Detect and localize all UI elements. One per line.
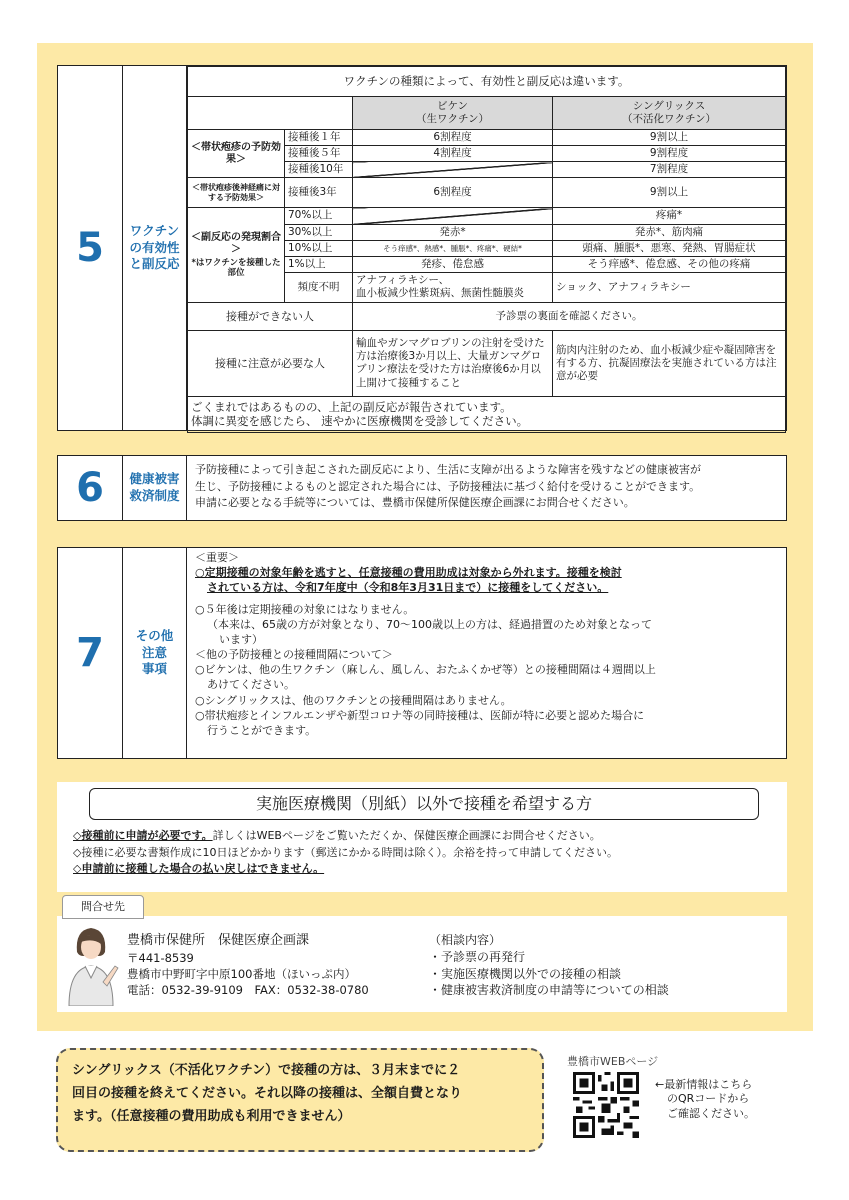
table-cell: 発赤*、筋肉痛 — [553, 224, 786, 240]
relief-line: 予防接種によって引き起こされた副反応により、生活に支障が出るような障害を残すなどの健康被害が — [195, 463, 701, 476]
relief-line: 生じ、予防接種によるものと認定された場合には、予防接種法に基づく給付を受けることができます。 — [195, 479, 701, 493]
note-line: ○シングリックスは、他のワクチンとの接種間隔はありません。 — [195, 693, 512, 707]
table-cell: 筋肉内注射のため、血小板減少症や凝固障害を有する方、抗凝固療法を実施されている方は注意が必要 — [553, 330, 786, 396]
table-cell: ショック、アナフィラキシー — [553, 272, 786, 302]
relief-line: 申請に必要となる手続等については、豊橋市保健所保健医療企画課にお問合せください。 — [195, 496, 635, 509]
note-line: （本来は、65歳の方が対象となり、70～100歳以上の方は、経過措置のため対象となって — [207, 617, 652, 631]
outside-line: 詳しくはWEBページをご覧いただくか、保健医療企画課にお問合せください。 — [212, 829, 601, 842]
interval-heading: ＜他の予防接種との接種間隔について＞ — [195, 648, 393, 662]
table-cell: 頻度不明 — [285, 272, 353, 302]
section-notes — [57, 547, 787, 759]
notice-line: シングリックス（不活化ワクチン）で接種の方は、３月末までに２ — [72, 1063, 461, 1078]
table-cell: 頭痛、腫脹*、悪寒、発熱、胃腸症状 — [553, 240, 786, 256]
table-cell: 9割以上 — [553, 178, 786, 208]
table-cell: 1%以上 — [285, 256, 353, 272]
office-name: 豊橋市保健所 保健医療企画課 — [127, 933, 310, 948]
side-effects-note: *はワクチンを接種した部位 — [191, 257, 281, 279]
table-cell: 9割程度 — [553, 146, 786, 162]
table-cell: 7割程度 — [553, 162, 786, 178]
table-cell: そう痒感*、倦怠感、その他の疼痛 — [553, 256, 786, 272]
empty-cell — [353, 162, 553, 178]
note-line: 行うことができます。 — [207, 723, 317, 737]
qr-code-icon[interactable] — [573, 1072, 639, 1138]
table-cell: 4割程度 — [353, 146, 553, 162]
consult-item: ・健康被害救済制度の申請等についての相談 — [429, 983, 669, 998]
table-cell: 70%以上 — [285, 208, 353, 224]
note-line: います） — [219, 632, 263, 646]
table-cell: 接種後10年 — [285, 162, 353, 178]
table-cell: 疼痛* — [553, 208, 786, 224]
table-cell: 6割程度 — [353, 178, 553, 208]
qr-note-line: ←最新情報はこちら — [655, 1078, 753, 1091]
side-effects-title: ＜副反応の発現割合＞ — [191, 231, 281, 255]
column-biken: ビケン （生ワクチン） — [353, 97, 553, 130]
section-title: その他 注意 事項 — [123, 548, 187, 758]
important-heading: ＜重要＞ — [195, 551, 239, 564]
table-cell: 発赤* — [353, 224, 553, 240]
staff-illustration-icon — [63, 922, 119, 1006]
qr-note-line: ご確認ください。 — [667, 1106, 755, 1120]
contact-box — [57, 916, 787, 1012]
table-cell: 予診票の裏面を確認ください。 — [353, 302, 786, 330]
note-line: ○５年後は定期接種の対象にはなりません。 — [195, 602, 415, 616]
section-number: 6 — [58, 456, 123, 520]
table-cell: 30%以上 — [285, 224, 353, 240]
table-cell: そう痒感*、熱感*、腫脹*、疼痛*、硬結* — [353, 240, 553, 256]
notice-line: 回目の接種を終えてください。それ以降の接種は、全額自費となり — [72, 1085, 463, 1101]
section-number: 5 — [58, 66, 123, 430]
footer-line: ごくまれではあるものの、上記の副反応が報告されています。 — [191, 400, 512, 414]
efficacy-table — [187, 66, 786, 433]
footer-line: 体調に異変を感じたら、 速やかに医療機関を受診してください。 — [191, 414, 529, 429]
table-cell: 輸血やガンマグロブリンの注射を受けた方は治療後3か月以上、大量ガンマグロブリン療法を受けた方は治療後6か月以上開けて接種すること — [353, 330, 553, 396]
section-number: 7 — [58, 548, 123, 758]
section-title: 健康被害 救済制度 — [123, 456, 187, 520]
office-address: 豊橋市中野町字中原100番地（ほいっぷ内） — [127, 967, 356, 982]
empty-cell — [353, 208, 553, 224]
qr-note — [655, 1078, 755, 1121]
outside-clinic-title: 実施医療機関（別紙）以外で接種を希望する方 — [89, 788, 759, 820]
notice-line: ます。（任意接種の費用助成も利用できません） — [72, 1108, 351, 1124]
caution-label: 接種に注意が必要な人 — [188, 330, 353, 396]
consult-heading: （相談内容） — [429, 933, 502, 947]
shingrix-notice — [56, 1048, 544, 1152]
prevent-label: ＜帯状疱疹の予防効果＞ — [188, 130, 285, 178]
section-relief — [57, 455, 787, 521]
office-zip: 〒441-8539 — [127, 951, 194, 966]
note-line: ○ビケンは、他の生ワクチン（麻しん、風しん、おたふくかぜ等）との接種間隔は４週間以上 — [195, 663, 656, 677]
outside-line: ◇申請前に接種した場合の払い戻しはできません。 — [73, 862, 325, 875]
consult-item: ・実施医療機関以外での接種の相談 — [429, 966, 622, 981]
table-cell: 10%以上 — [285, 240, 353, 256]
table-cell: 接種後５年 — [285, 146, 353, 162]
table-cell: 接種後１年 — [285, 130, 353, 146]
section-title: ワクチン の有効性 と副反応 — [123, 66, 187, 430]
cannot-label: 接種ができない人 — [188, 302, 353, 330]
outside-line-emphasis: ◇接種前に申請が必要です。 — [73, 829, 213, 842]
note-line: ○帯状疱疹とインフルエンザや新型コロナ等の同時接種は、医師が特に必要と認めた場合に — [195, 708, 645, 722]
table-cell: 接種後3年 — [285, 178, 353, 208]
side-effects-label — [188, 208, 285, 303]
column-shingrix: シングリックス （不活化ワクチン） — [553, 97, 786, 130]
web-page-label: 豊橋市WEBページ — [567, 1055, 659, 1068]
office-phone: 電話：0532-39-9109 FAX：0532-38-0780 — [127, 983, 369, 998]
note-line: あけてください。 — [207, 678, 295, 692]
neuralgia-label: ＜帯状疱疹後神経痛に対する予防効果＞ — [188, 178, 285, 208]
section-efficacy — [57, 65, 787, 431]
outside-line: ◇接種に必要な書類作成に10日ほどかかります（郵送にかかる時間は除く）。余裕を持って申請してください。 — [73, 845, 618, 859]
important-line: されている方は、令和7年度中（令和8年3月31日まで）に接種をしてください。 — [207, 581, 609, 595]
consult-item: ・予診票の再発行 — [429, 949, 526, 964]
table-cell: アナフィラキシー、 血小板減少性紫斑病、無菌性髄膜炎 — [353, 272, 553, 302]
table-cell: 発疹、倦怠感 — [353, 256, 553, 272]
table-cell: 6割程度 — [353, 130, 553, 146]
outside-clinic-box — [57, 782, 787, 892]
table-cell: 9割以上 — [553, 130, 786, 146]
important-line: ○定期接種の対象年齢を逃すと、任意接種の費用助成は対象から外れます。接種を検討 — [195, 566, 622, 580]
qr-note-line: のQRコードから — [667, 1092, 750, 1106]
table-header: ワクチンの種類によって、有効性と副反応は違います。 — [188, 67, 786, 97]
contact-tab: 問合せ先 — [62, 895, 144, 919]
